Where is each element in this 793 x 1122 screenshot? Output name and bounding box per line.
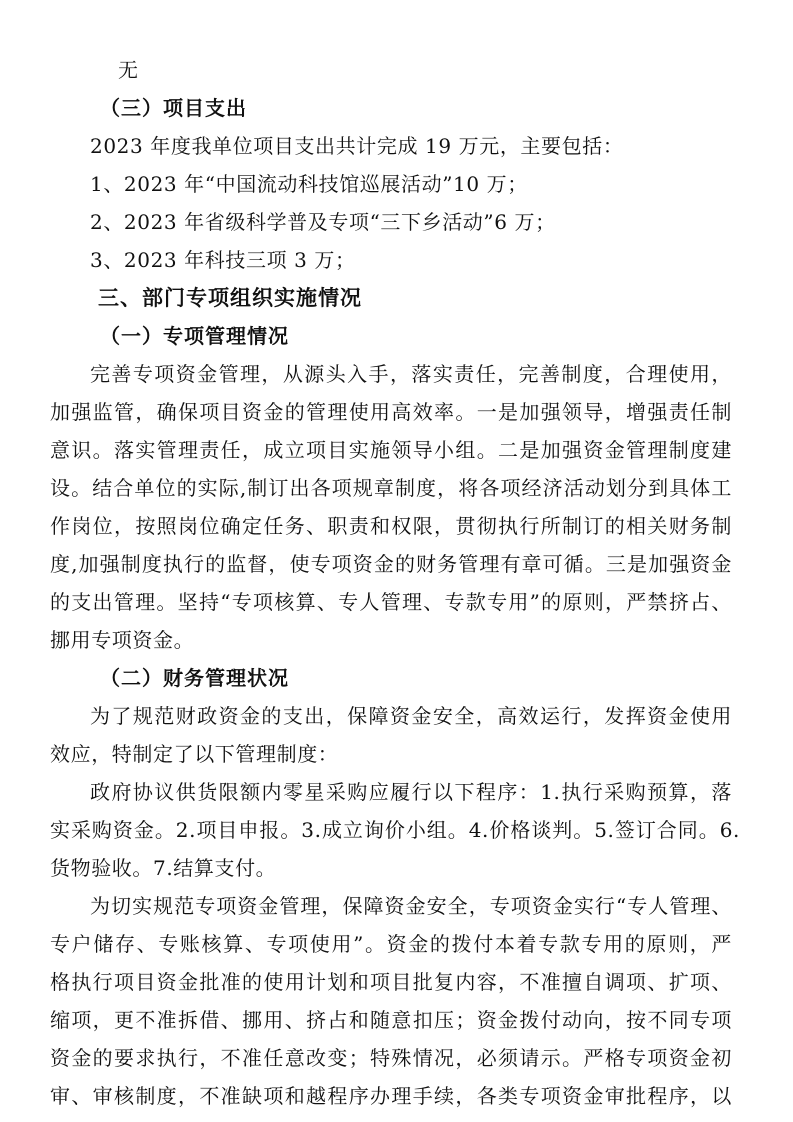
paragraph-line: 货物验收。7.结算支付。 [50, 856, 277, 880]
paragraph-line: 政府协议供货限额内零星采购应履行以下程序：1.执行采购预算，落 [90, 780, 732, 804]
paragraph-line: 实采购资金。2.项目申报。3.成立询价小组。4.价格谈判。5.签订合同。6. [50, 818, 740, 842]
chapter-heading: 三、部门专项组织实施情况 [98, 286, 362, 310]
paragraph-line: 专户储存、专账核算、专项使用”。资金的拨付本着专款专用的原则，严 [50, 932, 732, 956]
paragraph-line: 资金的要求执行，不准任意改变；特殊情况，必须请示。严格专项资金初 [50, 1046, 732, 1070]
paragraph-line: 格执行项目资金批准的使用计划和项目批复内容，不准擅自调项、扩项、 [50, 970, 732, 994]
paragraph-line: 设。结合单位的实际,制订出各项规章制度，将各项经济活动划分到具体工 [50, 476, 732, 500]
paragraph-line: 作岗位，按照岗位确定任务、职责和权限，贯彻执行所制订的相关财务制 [50, 514, 732, 538]
paragraph-line: 审、审核制度，不准缺项和越程序办理手续，各类专项资金审批程序，以 [50, 1084, 732, 1108]
section-heading: （三）项目支出 [100, 96, 247, 120]
section-heading: （二）财务管理状况 [100, 666, 289, 690]
paragraph-line: 加强监管，确保项目资金的管理使用高效率。一是加强领导，增强责任制 [50, 400, 732, 424]
paragraph-line: 完善专项资金管理，从源头入手，落实责任，完善制度，合理使用， [90, 362, 732, 386]
list-item: 1、2023 年“中国流动科技馆巡展活动”10 万； [90, 172, 528, 196]
list-item: 3、2023 年科技三项 3 万； [90, 248, 356, 272]
paragraph-line: 度,加强制度执行的监督，使专项资金的财务管理有章可循。三是加强资金 [50, 552, 732, 576]
paragraph-line: 无 [118, 58, 139, 82]
paragraph-line: 的支出管理。坚持“专项核算、专人管理、专款专用”的原则，严禁挤占、 [50, 590, 732, 614]
paragraph-line: 意识。落实管理责任，成立项目实施领导小组。二是加强资金管理制度建 [50, 438, 732, 462]
section-heading: （一）专项管理情况 [100, 324, 289, 348]
paragraph-line: 挪用专项资金。 [50, 628, 195, 652]
paragraph-line: 2023 年度我单位项目支出共计完成 19 万元，主要包括： [90, 134, 624, 158]
paragraph-line: 效应，特制定了以下管理制度： [50, 742, 339, 766]
paragraph-line: 为了规范财政资金的支出，保障资金安全，高效运行，发挥资金使用 [90, 704, 732, 728]
paragraph-line: 为切实规范专项资金管理，保障资金安全，专项资金实行“专人管理、 [90, 894, 732, 918]
list-item: 2、2023 年省级科学普及专项“三下乡活动”6 万； [90, 210, 556, 234]
paragraph-line: 缩项，更不准拆借、挪用、挤占和随意扣压；资金拨付动向，按不同专项 [50, 1008, 732, 1032]
